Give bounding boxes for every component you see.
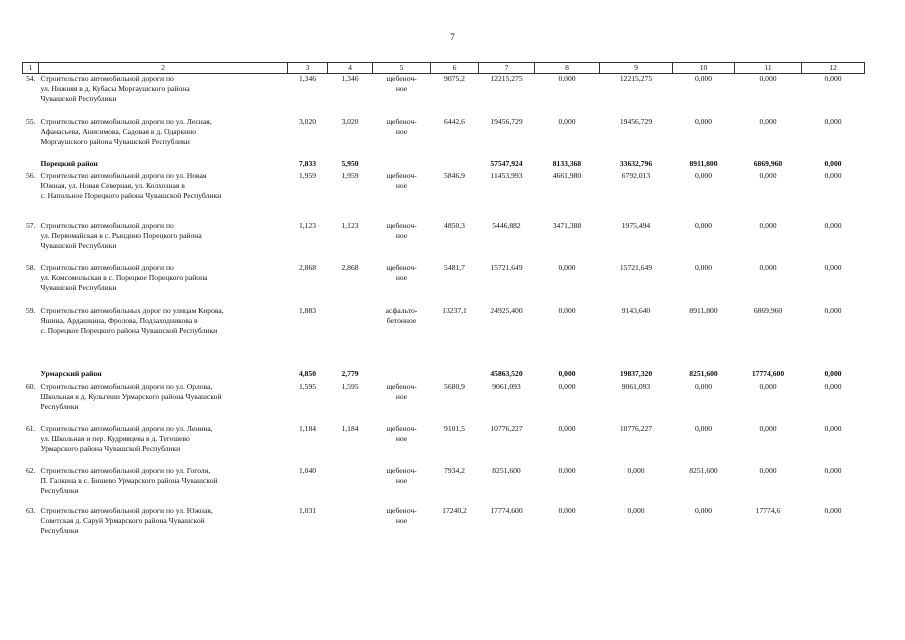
object-name	[39, 306, 288, 369]
value-c11: 0,000	[759, 424, 777, 434]
surface-type	[373, 221, 431, 263]
length-column-4	[328, 306, 373, 369]
surface-type	[373, 506, 431, 546]
value-c8: 0,000	[558, 506, 576, 516]
table-row	[23, 424, 865, 466]
surface-type-line: ное	[395, 516, 408, 526]
length-total: 1,346	[298, 73, 317, 83]
value-c10: 0,000	[694, 263, 713, 273]
surface-type-line: щебеноч-	[386, 263, 417, 273]
value-c8: 4661,980	[552, 171, 582, 181]
object-name	[39, 221, 288, 263]
length-column-4: 1,595	[341, 382, 359, 392]
object-name	[39, 466, 288, 506]
value-c9: 19837,320	[619, 369, 653, 379]
column-header-9: 9	[600, 63, 673, 74]
object-name	[39, 424, 288, 466]
value-c9: 15721,649	[619, 263, 653, 273]
surface-type-line: асфальто-	[385, 306, 418, 316]
object-name-line: Южная, ул. Новая Северная, ул. Колхозная в	[40, 181, 185, 191]
value-c11: 0,000	[759, 171, 777, 181]
column-header-4: 4	[328, 63, 373, 74]
length-column-4: 1,184	[341, 424, 359, 434]
row-number: 58.	[26, 263, 36, 273]
object-name-line: Республики	[40, 402, 79, 412]
value-c6: 5680,9	[444, 382, 465, 392]
length-total: 4,850	[298, 369, 317, 379]
table-row	[23, 506, 865, 546]
row-number: 61.	[26, 424, 36, 434]
object-name	[39, 117, 288, 159]
value-c8: 8133,368	[552, 159, 582, 169]
district-subtotal-row	[23, 369, 865, 382]
value-c12: 0,000	[824, 306, 842, 316]
object-name-line: Чувашской Республики	[40, 241, 117, 251]
value-c11: 0,000	[759, 466, 777, 476]
column-header-2: 2	[39, 63, 288, 74]
row-number: 60.	[26, 382, 36, 392]
table-row	[23, 117, 865, 159]
value-c7: 45863,520	[490, 369, 523, 379]
value-c11: 0,000	[759, 263, 777, 273]
value-c8: 0,000	[558, 263, 576, 273]
value-c10: 0,000	[694, 171, 713, 181]
surface-type-line: ное	[395, 392, 408, 402]
object-name-line: Порецкий район	[40, 159, 98, 169]
column-header-12: 12	[802, 63, 865, 74]
object-name-line: Афанасьева, Анисимова, Садовая в д. Одаркино	[40, 127, 197, 137]
surface-type-line: бетонное	[386, 316, 417, 326]
value-c12: 0,000	[824, 263, 842, 273]
value-c7: 11453,993	[490, 171, 523, 181]
object-name-line: П. Галкина в с. Бишево Урмарского района Чувашской	[40, 476, 218, 486]
value-c9: 33632,796	[619, 159, 653, 169]
table-row	[23, 306, 865, 369]
value-c6	[431, 369, 479, 382]
value-c9: 0,000	[627, 466, 645, 476]
value-c12: 0,000	[824, 221, 842, 231]
object-name-line: Строительство автомобильной дороги по ул. Гоголя,	[40, 466, 211, 476]
value-c8: 0,000	[558, 424, 576, 434]
object-name-line: ул. Школьная и пер. Кудрявцева в д. Тегешево	[40, 434, 190, 444]
object-name-line: Урмарского района Чувашской Республики	[40, 444, 181, 454]
object-name-line: с. Напольное Порецкого района Чувашской Республики	[40, 191, 222, 201]
value-c7: 5446,882	[492, 221, 521, 231]
surface-type-line: ное	[395, 476, 408, 486]
object-name	[39, 159, 288, 171]
object-name-line: Строительство автомобильной дороги по	[40, 73, 174, 83]
row-number: 63.	[26, 506, 36, 516]
surface-type-line: ное	[395, 273, 408, 283]
value-c11: 17774,600	[751, 369, 785, 379]
value-c6: 9075,2	[444, 73, 465, 83]
value-c12: 0,000	[824, 424, 842, 434]
column-number-row	[23, 63, 865, 74]
page-number: 7	[450, 32, 455, 42]
value-c8: 0,000	[558, 73, 576, 83]
table-row	[23, 466, 865, 506]
surface-type-line: щебеноч-	[386, 424, 417, 434]
value-c12: 0,000	[824, 73, 842, 83]
length-column-4: 1,959	[341, 171, 359, 181]
object-name	[39, 506, 288, 546]
object-name-line: Чувашской Республики	[40, 283, 117, 293]
value-c10: 0,000	[694, 506, 713, 516]
value-c9: 12215,275	[619, 73, 653, 83]
object-name-line: Урмарский район	[40, 369, 102, 379]
value-c7: 8251,600	[492, 466, 521, 476]
value-c12: 0,000	[824, 466, 842, 476]
object-name-line: Яшина, Ардашкина, Фролова, Подзаходникова в	[40, 316, 198, 326]
value-c7: 12215,275	[490, 73, 523, 83]
column-header-1: 1	[23, 63, 39, 74]
value-c8: 0,000	[558, 306, 576, 316]
value-c10: 0,000	[694, 382, 713, 392]
surface-type	[373, 424, 431, 466]
length-column-4: 5,950	[341, 159, 359, 169]
object-name-line: Строительство автомобильных дорог по улицам Кирова,	[40, 306, 224, 316]
object-name	[39, 73, 288, 117]
column-header-5: 5	[373, 63, 431, 74]
column-header-7: 7	[479, 63, 535, 74]
length-column-4: 2,779	[341, 369, 359, 379]
value-c10: 0,000	[694, 221, 713, 231]
value-c9: 19456,729	[619, 117, 653, 127]
value-c10: 0,000	[694, 424, 713, 434]
table-row	[23, 171, 865, 221]
object-name-line: Республики	[40, 486, 79, 496]
object-name-line: Строительство автомобильной дороги по ул. Новая	[40, 171, 207, 181]
object-name-line: Советская д. Саруй Урмарского района Чувашской	[40, 516, 205, 526]
surface-type	[373, 73, 431, 117]
value-c12: 0,000	[824, 159, 842, 169]
value-c8: 0,000	[558, 369, 576, 379]
value-c7: 15721,649	[490, 263, 523, 273]
object-name-line: Чувашской Республики	[40, 93, 117, 103]
road-construction-table	[22, 62, 865, 546]
row-number	[23, 159, 39, 171]
surface-type-line: щебеноч-	[386, 221, 417, 231]
object-name-line: Моргаушского района Чувашской Республики	[40, 137, 190, 147]
value-c9: 9143,640	[621, 306, 651, 316]
length-column-4	[328, 466, 373, 506]
length-column-4: 2,868	[341, 263, 359, 273]
value-c12: 0,000	[824, 171, 842, 181]
surface-type	[373, 263, 431, 306]
district-subtotal-row	[23, 159, 865, 171]
value-c7: 17774,600	[490, 506, 523, 516]
value-c6: 17240,2	[442, 506, 467, 516]
value-c7: 10776,227	[490, 424, 523, 434]
length-total: 2,868	[298, 263, 317, 273]
row-number: 59.	[26, 306, 36, 316]
value-c8: 0,000	[558, 117, 576, 127]
surface-type	[373, 171, 431, 221]
value-c12: 0,000	[824, 506, 842, 516]
value-c6: 6442,6	[444, 117, 465, 127]
length-column-4: 1,346	[341, 73, 359, 83]
value-c8: 3471,388	[552, 221, 582, 231]
value-c6	[431, 159, 479, 171]
object-name	[39, 263, 288, 306]
object-name	[39, 369, 288, 382]
table-row	[23, 263, 865, 306]
column-header-11: 11	[735, 63, 802, 74]
value-c10: 8911,800	[689, 306, 718, 316]
value-c6: 5846,9	[444, 171, 465, 181]
value-c9: 1975,494	[621, 221, 651, 231]
value-c12: 0,000	[824, 369, 842, 379]
surface-type	[373, 369, 431, 382]
column-header-3: 3	[288, 63, 328, 74]
object-name-line: Республики	[40, 526, 79, 536]
value-c7: 24925,400	[490, 306, 523, 316]
length-total: 3,020	[298, 117, 317, 127]
length-total: 1,123	[298, 221, 317, 231]
value-c11: 0,000	[759, 117, 777, 127]
object-name-line: Строительство автомобильной дороги по ул. Лесная,	[40, 117, 212, 127]
object-name-line: с. Порецкое Порецкого района Чувашской Республики	[40, 326, 218, 336]
column-header-8: 8	[535, 63, 600, 74]
value-c11: 0,000	[759, 221, 777, 231]
value-c6: 4850,3	[444, 221, 465, 231]
row-number: 56.	[26, 171, 36, 181]
surface-type-line: щебеноч-	[386, 73, 417, 83]
surface-type-line: щебеноч-	[386, 382, 417, 392]
length-total: 1,883	[298, 306, 317, 316]
length-total: 7,833	[298, 159, 317, 169]
object-name	[39, 171, 288, 221]
length-total: 1,040	[298, 466, 317, 476]
value-c10: 8251,600	[689, 466, 718, 476]
object-name-line: Строительство автомобильной дороги по ул. Орлова,	[40, 382, 213, 392]
object-name	[39, 382, 288, 424]
object-name-line: Школьная в д. Кульгеши Урмарского района Чувашской	[40, 392, 222, 402]
surface-type-line: ное	[395, 83, 408, 93]
table-row	[23, 382, 865, 424]
value-c11: 6869,960	[753, 306, 783, 316]
object-name-line: ул. Нижняя в д. Кубасы Моргаушского района	[40, 83, 190, 93]
value-c8: 0,000	[558, 466, 576, 476]
surface-type-line: ное	[395, 434, 408, 444]
row-number: 54.	[26, 73, 36, 83]
surface-type-line: щебеноч-	[386, 171, 417, 181]
object-name-line: ул. Комсомольская в с. Порецкое Порецкого района	[40, 273, 208, 283]
column-header-6: 6	[431, 63, 479, 74]
surface-type	[373, 466, 431, 506]
row-number: 57.	[26, 221, 36, 231]
row-number: 55.	[26, 117, 36, 127]
value-c7: 19456,729	[490, 117, 523, 127]
row-number	[23, 369, 39, 382]
surface-type-line: ное	[395, 181, 408, 191]
surface-type-line: ное	[395, 127, 408, 137]
length-column-4: 3,020	[341, 117, 359, 127]
value-c6: 9101,5	[444, 424, 465, 434]
value-c12: 0,000	[824, 117, 842, 127]
object-name-line: Строительство автомобильной дороги по ул. Южная,	[40, 506, 213, 516]
object-name-line: Строительство автомобильной дороги по ул. Ленина,	[40, 424, 213, 434]
surface-type-line: щебеноч-	[386, 466, 417, 476]
table-row	[23, 221, 865, 263]
value-c6: 5481,7	[444, 263, 465, 273]
object-name-line: Строительство автомобильной дороги по	[40, 221, 174, 231]
surface-type	[373, 382, 431, 424]
value-c9: 0,000	[627, 506, 645, 516]
value-c8: 0,000	[558, 382, 576, 392]
surface-type-line: щебеноч-	[386, 117, 417, 127]
table-row	[23, 73, 865, 117]
value-c6: 7934,2	[444, 466, 465, 476]
row-number: 62.	[26, 466, 36, 476]
length-total: 1,031	[298, 506, 317, 516]
object-name-line: ул. Первомайская в с. Рындино Порецкого района	[40, 231, 202, 241]
value-c11: 6869,960	[753, 159, 783, 169]
value-c11: 0,000	[759, 382, 777, 392]
column-header-10: 10	[673, 63, 735, 74]
surface-type	[373, 117, 431, 159]
value-c10: 8911,800	[689, 159, 718, 169]
length-total: 1,595	[298, 382, 317, 392]
value-c10: 8251,600	[689, 369, 718, 379]
value-c11: 17774,6	[755, 506, 781, 516]
value-c9: 10776,227	[619, 424, 653, 434]
surface-type	[373, 159, 431, 171]
value-c9: 6792,013	[621, 171, 651, 181]
object-name-line: Строительство автомобильной дороги по	[40, 263, 174, 273]
length-column-4	[328, 506, 373, 546]
surface-type	[373, 306, 431, 369]
value-c9: 9061,093	[621, 382, 651, 392]
surface-type-line: ное	[395, 231, 408, 241]
length-column-4: 1,123	[341, 221, 359, 231]
value-c12: 0,000	[824, 382, 842, 392]
value-c11: 0,000	[759, 73, 777, 83]
value-c10: 0,000	[694, 73, 713, 83]
value-c6: 13237,1	[442, 306, 467, 316]
value-c7: 57547,924	[490, 159, 523, 169]
surface-type-line: щебеноч-	[386, 506, 417, 516]
value-c7: 9061,093	[492, 382, 521, 392]
length-total: 1,184	[298, 424, 317, 434]
value-c10: 0,000	[694, 117, 713, 127]
length-total: 1,959	[298, 171, 317, 181]
